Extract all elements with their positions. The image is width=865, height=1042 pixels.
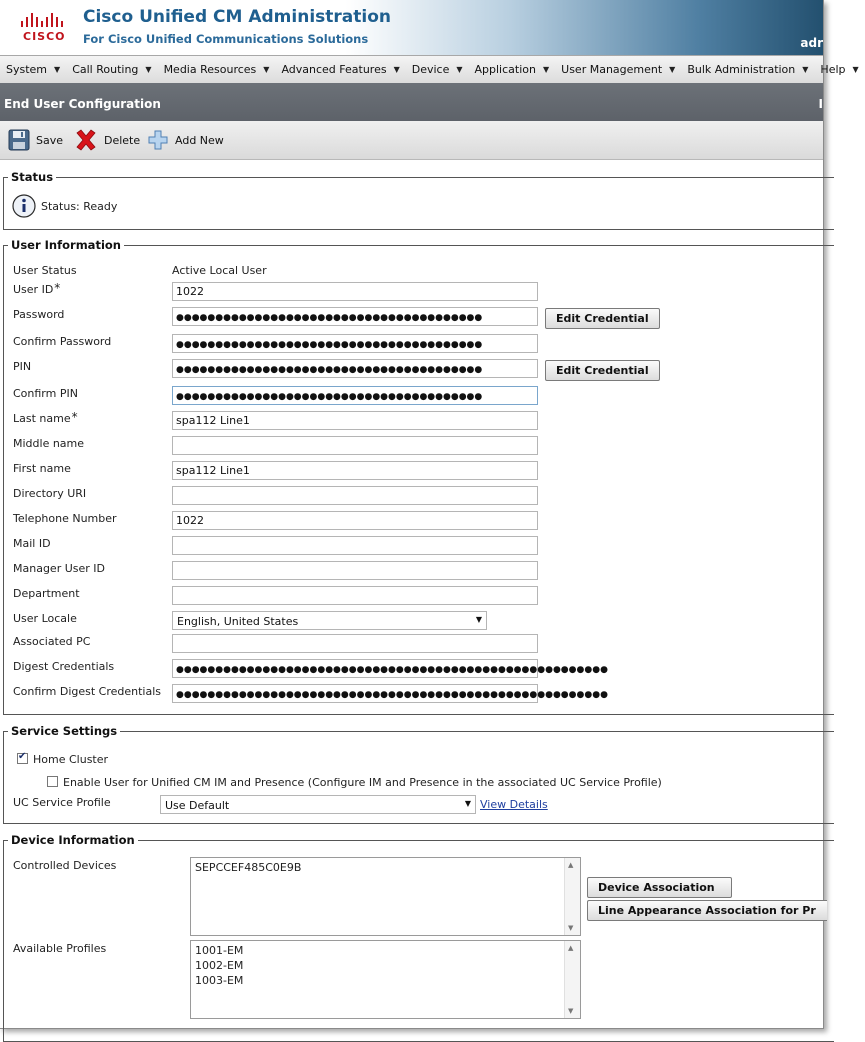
required-asterisk: * [71,410,78,424]
red-x-icon [74,128,98,152]
save-button[interactable]: Save [8,127,63,153]
home-cluster-label: Home Cluster [33,753,109,766]
user-status-value: Active Local User [172,264,267,277]
digest-credentials-label: Digest Credentials [13,660,115,673]
menu-media-resources[interactable]: Media Resources ▼ [163,63,270,76]
user-locale-select[interactable] [172,611,487,630]
home-cluster-checkbox[interactable] [17,753,28,764]
associated-pc-label: Associated PC [13,635,91,648]
required-asterisk: * [54,281,61,295]
caret-down-icon: ▼ [852,65,859,74]
controlled-devices-scrollbar[interactable] [564,858,580,935]
telephone-number-label: Telephone Number [13,512,117,525]
cisco-logo [18,10,66,44]
controlled-devices-list[interactable] [190,857,581,936]
service-settings-legend: Service Settings [8,724,120,738]
digest-credentials-input[interactable]: ●●●●●●●●●●●●●●●●●●●●●●●●●●●●●●●●●●●●●●●●●●●●●●●●●●●●●●● [172,659,538,678]
logged-in-user: adr [800,36,823,50]
confirm-pin-input[interactable]: ●●●●●●●●●●●●●●●●●●●●●●●●●●●●●●●●●●●●●●● [172,386,538,405]
status-text: Status: Ready [41,200,118,213]
first-name-label: First name [13,462,71,475]
directory-uri-input[interactable] [172,486,538,505]
caret-down-icon: ▼ [393,65,400,74]
telephone-number-input[interactable]: 1022 [172,511,538,530]
last-name-input[interactable]: spa112 Line1 [172,411,538,430]
device-information-legend: Device Information [8,833,138,847]
info-icon [12,194,36,218]
line-appearance-association-button[interactable]: Line Appearance Association for Pr [587,900,827,921]
device-association-button[interactable]: Device Association [587,877,732,898]
cisco-bars-icon [20,10,64,28]
caret-down-icon: ▼ [542,65,550,74]
scroll-down-icon[interactable]: ▼ [568,924,574,932]
menu-device[interactable]: Device ▼ [411,63,463,76]
edit-pin-credential-button[interactable]: Edit Credential [545,360,660,381]
available-profiles-scrollbar[interactable] [564,941,580,1018]
plus-icon [147,129,169,151]
menu-system[interactable]: System ▼ [6,63,61,76]
user-information-section [3,238,834,715]
caret-down-icon: ▼ [456,65,463,74]
app-title: Cisco Unified CM Administration [83,7,391,27]
confirm-digest-credentials-label: Confirm Digest Credentials [13,685,162,698]
scroll-down-icon[interactable]: ▼ [568,1007,574,1015]
user-id-label: User ID* [13,281,61,296]
uc-service-profile-label: UC Service Profile [13,796,111,809]
user-information-legend: User Information [8,238,124,252]
department-label: Department [13,587,80,600]
menu-application[interactable]: Application ▼ [474,63,550,76]
confirm-pin-label: Confirm PIN [13,387,78,400]
menu-help[interactable]: Help ▼ [820,63,859,76]
page-title-bar [0,83,823,121]
department-input[interactable] [172,586,538,605]
list-item[interactable]: 1002-EM [195,959,244,972]
caret-down-icon: ▼ [263,65,270,74]
pin-input[interactable]: ●●●●●●●●●●●●●●●●●●●●●●●●●●●●●●●●●●●●●●● [172,359,538,378]
enable-im-presence-label: Enable User for Unified CM IM and Presence (Configure IM and Presence in the associated UC Service Profile) [63,776,662,789]
menu-user-management[interactable]: User Management ▼ [561,63,676,76]
related-links-partial: I [818,97,823,111]
app-subtitle: For Cisco Unified Communications Solutions [83,32,369,46]
device-information-section [3,833,834,1042]
status-legend: Status [8,170,56,184]
status-section [3,170,834,230]
caret-down-icon: ▼ [145,65,152,74]
list-item[interactable]: 1001-EM [195,944,244,957]
controlled-devices-label: Controlled Devices [13,859,117,872]
caret-down-icon: ▼ [669,65,676,74]
menu-call-routing[interactable]: Call Routing ▼ [72,63,152,76]
menu-bulk-administration[interactable]: Bulk Administration ▼ [687,63,809,76]
available-profiles-label: Available Profiles [13,942,107,955]
caret-down-icon: ▼ [54,65,61,74]
last-name-label: Last name* [13,410,78,425]
confirm-digest-credentials-input[interactable]: ●●●●●●●●●●●●●●●●●●●●●●●●●●●●●●●●●●●●●●●●●●●●●●●●●●●●●●● [172,684,538,703]
pin-label: PIN [13,360,32,373]
action-toolbar [0,121,823,160]
view-details-link[interactable]: View Details [480,798,548,811]
confirm-password-label: Confirm Password [13,335,112,348]
mail-id-input[interactable] [172,536,538,555]
list-item[interactable]: 1003-EM [195,974,244,987]
user-locale-selected: English, United States [177,615,299,628]
user-status-label: User Status [13,264,77,277]
dropdown-arrow-icon: ▼ [464,799,471,808]
service-settings-section [3,724,834,824]
delete-button[interactable]: Delete [74,127,140,153]
scroll-up-icon[interactable]: ▲ [568,944,574,952]
first-name-input[interactable]: spa112 Line1 [172,461,538,480]
password-label: Password [13,308,65,321]
uc-service-profile-selected: Use Default [165,799,230,812]
caret-down-icon: ▼ [802,65,809,74]
enable-im-presence-checkbox[interactable] [47,776,58,787]
list-item[interactable]: SEPCCEF485C0E9B [195,861,302,874]
directory-uri-label: Directory URI [13,487,87,500]
add-new-button[interactable]: Add New [147,127,224,153]
password-input[interactable]: ●●●●●●●●●●●●●●●●●●●●●●●●●●●●●●●●●●●●●●● [172,307,538,326]
uc-service-profile-select[interactable] [160,795,476,814]
manager-user-id-input[interactable] [172,561,538,580]
available-profiles-list[interactable] [190,940,581,1019]
floppy-disk-icon [8,129,30,151]
app-header [0,0,823,55]
middle-name-input[interactable] [172,436,538,455]
scroll-up-icon[interactable]: ▲ [568,861,574,869]
user-id-input[interactable]: 1022 [172,282,538,301]
page-title: End User Configuration [4,97,161,111]
dropdown-arrow-icon: ▼ [475,615,482,624]
edit-password-credential-button[interactable]: Edit Credential [545,308,660,329]
middle-name-label: Middle name [13,437,85,450]
cisco-logo-text: CISCO [23,30,66,43]
main-menu-bar [0,55,859,84]
confirm-password-input[interactable]: ●●●●●●●●●●●●●●●●●●●●●●●●●●●●●●●●●●●●●●● [172,334,538,353]
menu-advanced-features[interactable]: Advanced Features ▼ [281,63,400,76]
manager-user-id-label: Manager User ID [13,562,105,575]
mail-id-label: Mail ID [13,537,51,550]
user-locale-label: User Locale [13,612,77,625]
associated-pc-input[interactable] [172,634,538,653]
